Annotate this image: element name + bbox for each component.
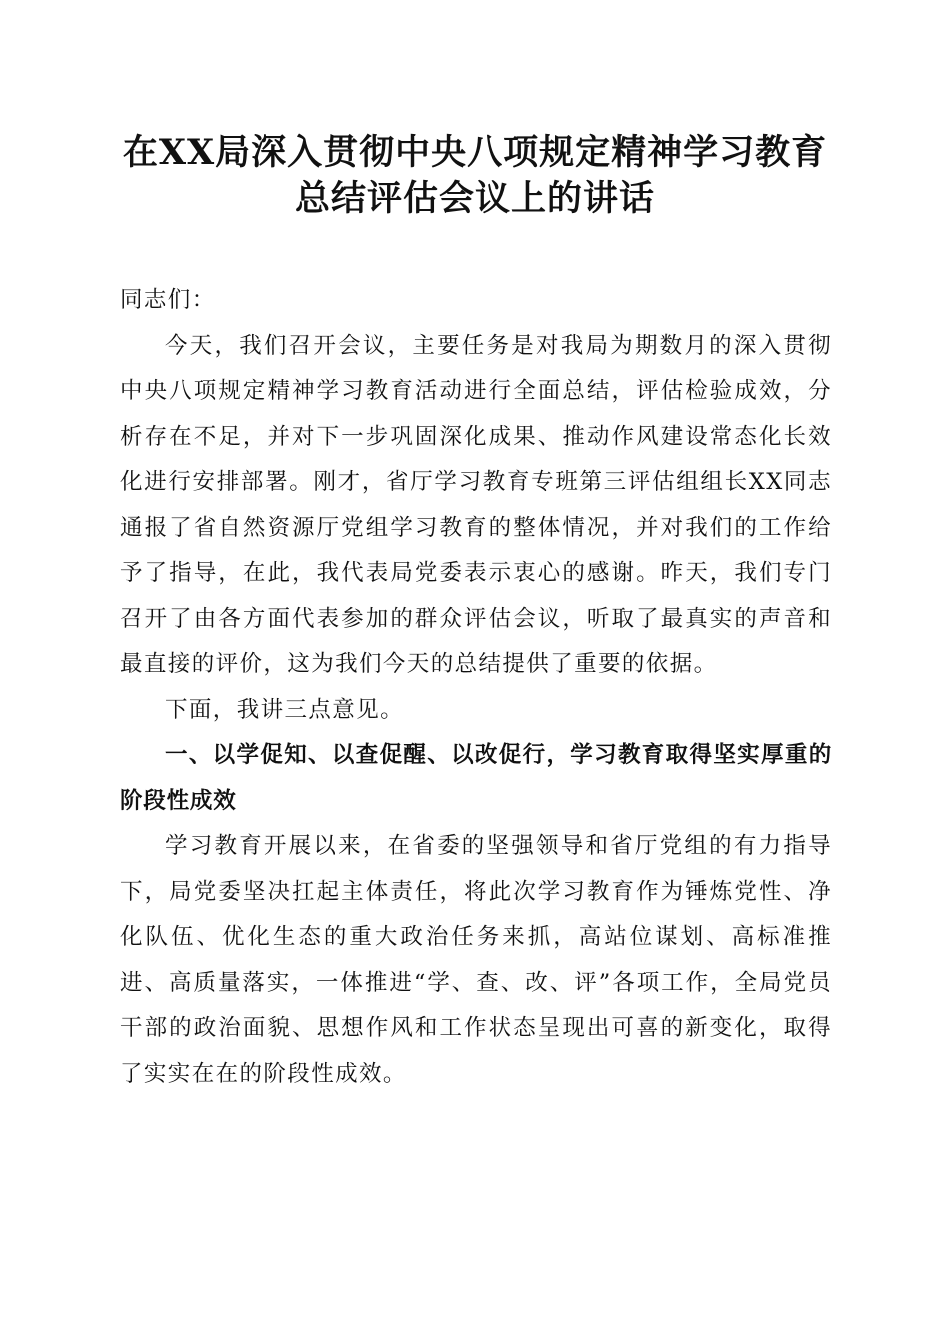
paragraph-opening: 今天，我们召开会议，主要任务是对我局为期数月的深入贯彻中央八项规定精神学习教育活动进行全面总结，评估检验成效，分析存在不足，并对下一步巩固深化成果、推动作风建设常态化长效化进行安排部署。刚才，省厅学习教育专班第三评估组组长XX同志通报了省自然资源厅党组学习教育的整体情况，并对我们的工作给予了指导，在此，我代表局党委表示衷心的感谢。昨天，我们专门召开了由各方面代表参加的群众评估会议，听取了最真实的声音和最直接的评价，这为我们今天的总结提供了重要的依据。: [120, 332, 832, 677]
document-body: [120, 278, 832, 1097]
salutation: 同志们：: [120, 287, 216, 313]
title-line-1: 在XX局深入贯彻中央八项规定精神学习教育: [122, 132, 828, 173]
paragraph-section-1: 学习教育开展以来，在省委的坚强领导和省厅党组的有力指导下，局党委坚决扛起主体责任，将此次学习教育作为锤炼党性、净化队伍、优化生态的重大政治任务来抓，高站位谋划、高标准推进、高质量落实，一体推进“学、查、改、评”各项工作，全局党员干部的政治面貌、思想作风和工作状态呈现出可喜的新变化，取得了实实在在的阶段性成效。: [120, 833, 832, 1087]
paragraph-transition: 下面，我讲三点意见。: [165, 696, 405, 723]
section-heading-1: 一、以学促知、以查促醒、以改促行，学习教育取得坚实厚重的阶段性成效: [120, 742, 832, 814]
title-line-2: 总结评估会议上的讲话: [294, 178, 655, 219]
document-title: [80, 130, 870, 222]
